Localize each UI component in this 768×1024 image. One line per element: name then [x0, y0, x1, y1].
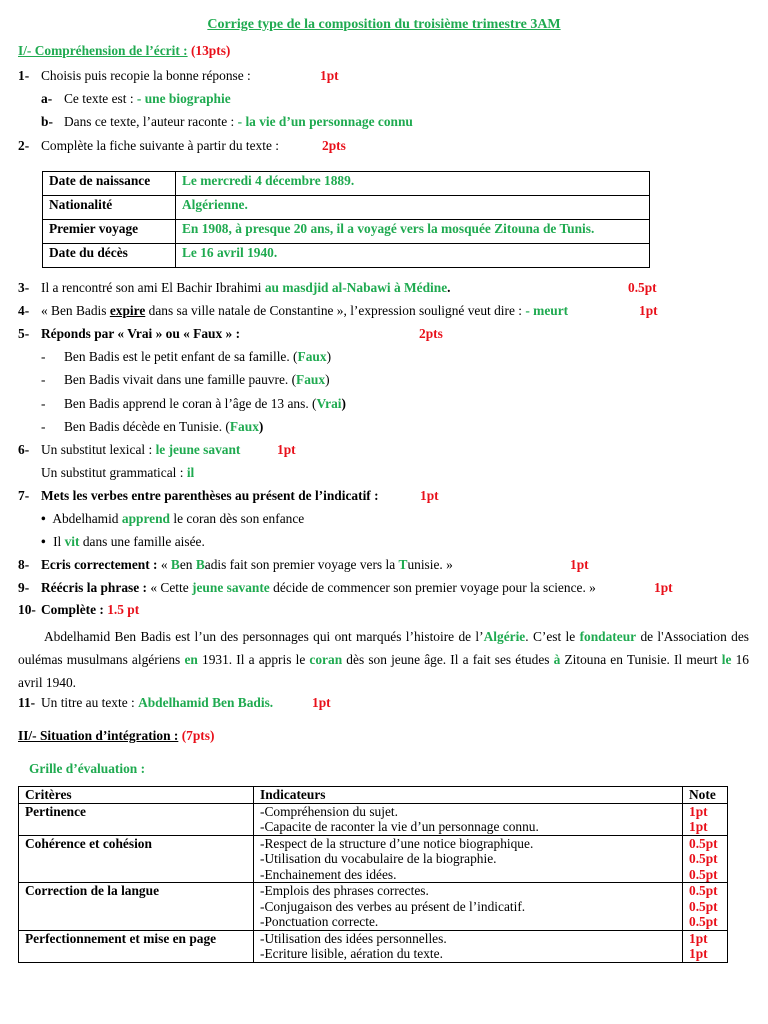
question-5: 5- Réponds par « Vrai » ou « Faux » : 2pts: [18, 326, 443, 341]
fiche-row: Nationalité Algérienne.: [43, 196, 650, 220]
grid-row: Cohérence et cohésion -Respect de la structure d’une notice biographique. -Utilisation du vocabulaire de la biographie. -Enchainement des idées. 0.5pt 0.5pt 0.5pt: [19, 835, 728, 883]
question-7: 7- Mets les verbes entre parenthèses au présent de l’indicatif : 1pt: [18, 488, 439, 503]
document-title: Corrige type de la composition du troisième trimestre 3AM: [207, 17, 561, 32]
grid-header-row: [19, 787, 728, 804]
question-6-grammatical: Un substitut grammatical : il: [41, 465, 195, 480]
part-1-heading: I/- Compréhension de l’écrit : (13pts): [18, 43, 231, 58]
conjugation-sentence: • Abdelhamid apprend le coran dès son enfance: [41, 511, 304, 527]
question-1: 1- Choisis puis recopie la bonne réponse : 1pt: [18, 68, 339, 83]
fiche-row: Premier voyage En 1908, à presque 20 ans, il a voyagé vers la mosquée Zitouna de Tunis.: [43, 220, 650, 244]
header-note: Note: [683, 787, 728, 804]
vrai-faux-item: - Ben Badis est le petit enfant de sa famille. (Faux): [41, 349, 332, 364]
fiche-row: Date du décès Le 16 avril 1940.: [43, 244, 650, 268]
grille-title: Grille d’évaluation :: [29, 761, 146, 776]
question-1b: b- Dans ce texte, l’auteur raconte : - la vie d’un personnage connu: [41, 114, 413, 129]
question-11: 11- Un titre au texte : Abdelhamid Ben Badis. 1pt: [18, 695, 331, 710]
question-8: 8- Ecris correctement : « Ben Badis fait son premier voyage vers la Tunisie. » 1pt: [18, 557, 589, 572]
vrai-faux-item: - Ben Badis apprend le coran à l’âge de 13 ans. (Vrai): [41, 396, 346, 411]
question-4: 4- « Ben Badis expire dans sa ville natale de Constantine », l’expression souligné veut dire : - meurt 1pt: [18, 303, 658, 318]
grid-row: Perfectionnement et mise en page -Utilisation des idées personnelles. -Ecriture lisible, aération du texte. 1pt 1pt: [19, 930, 728, 962]
question-2: 2- Complète la fiche suivante à partir du texte : 2pts: [18, 138, 346, 153]
completion-paragraph: Abdelhamid Ben Badis est l’un des personnages qui ont marqués l’histoire de l’Algérie. C’est le fondateur de l'Association des oulémas musulmans algériens en 1931. Il a appris le coran dès son jeune âge. Il a fait ses études à Zitouna en Tunisie. Il meurt le 16 avril 1940.: [18, 629, 749, 691]
grid-row: Correction de la langue -Emplois des phrases correctes. -Conjugaison des verbes au présent de l’indicatif. -Ponctuation correcte. 0.5pt 0.5pt 0.5pt: [19, 883, 728, 931]
vrai-faux-item: - Ben Badis vivait dans une famille pauvre. (Faux): [41, 372, 330, 387]
fiche-table: [42, 171, 650, 268]
question-10: 10- Complète : 1.5 pt: [18, 602, 140, 617]
header-indicateurs: Indicateurs: [254, 787, 683, 804]
evaluation-grid: [18, 786, 728, 963]
conjugation-sentence: • Il vit dans une famille aisée.: [41, 534, 205, 550]
vrai-faux-item: - Ben Badis décède en Tunisie. (Faux): [41, 419, 264, 434]
question-9: 9- Réécris la phrase : « Cette jeune savante décide de commencer son premier voyage pour la science. » 1pt: [18, 580, 673, 595]
header-criteres: Critères: [19, 787, 254, 804]
part-2-heading: II/- Situation d’intégration : (7pts): [18, 728, 215, 743]
question-3: 3- Il a rencontré son ami El Bachir Ibrahimi au masdjid al-Nabawi à Médine. 0.5pt: [18, 280, 657, 295]
fiche-row: Date de naissance Le mercredi 4 décembre 1889.: [43, 172, 650, 196]
question-1a: a- Ce texte est : - une biographie: [41, 91, 231, 106]
question-6: 6- Un substitut lexical : le jeune savant 1pt: [18, 442, 296, 457]
grid-row: Pertinence -Compréhension du sujet. -Capacite de raconter la vie d’un personnage connu. 1pt 1pt: [19, 803, 728, 835]
